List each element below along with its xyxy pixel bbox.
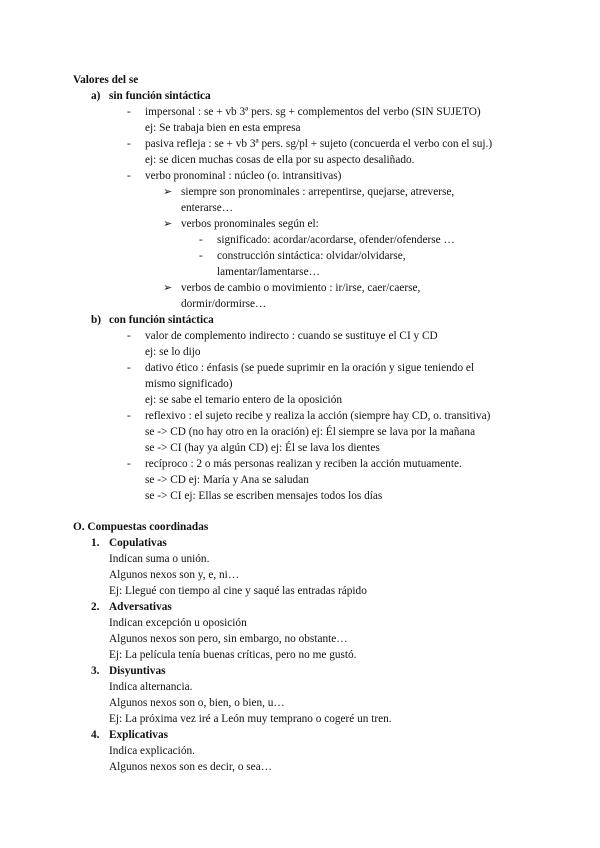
subsection-title: sin función sintáctica	[109, 90, 211, 102]
body-text: Algunos nexos son y, e, ni…	[109, 569, 240, 581]
subsection-title: Disyuntivas	[109, 665, 166, 677]
subsection-title: con función sintáctica	[109, 314, 214, 326]
list-item: valor de complemento indirecto : cuando se sustituye el CI y CD	[145, 330, 438, 342]
list-marker: a)	[91, 90, 101, 102]
body-text: Indica explicación.	[109, 745, 195, 757]
example-text: se -> CI (hay ya algún CD) ej: Él se lava los dientes	[145, 442, 380, 454]
example-text: ej: Se trabaja bien en esta empresa	[145, 122, 301, 134]
list-item: recíproco : 2 o más personas realizan y reciben la acción mutuamente.	[145, 458, 462, 470]
list-item: verbo pronominal : núcleo (o. intransitivas)	[145, 170, 342, 182]
arrow-bullet-icon: ➢	[163, 186, 173, 198]
list-item: construcción sintáctica: olvidar/olvidarse,	[217, 250, 406, 262]
list-item-continuation: mismo significado)	[145, 378, 233, 390]
list-item: pasiva refleja : se + vb 3ª pers. sg/pl + sujeto (concuerda el verbo con el suj.)	[145, 138, 493, 150]
example-text: Ej: Llegué con tiempo al cine y saqué las entradas rápido	[109, 585, 367, 597]
example-text: ej: se lo dijo	[145, 346, 201, 358]
dash-bullet: -	[199, 234, 203, 246]
list-number: 2.	[91, 601, 100, 613]
list-number: 3.	[91, 665, 100, 677]
example-text: Ej: La película tenía buenas críticas, pero no me gustó.	[109, 649, 357, 661]
body-text: Indica alternancia.	[109, 681, 193, 693]
dash-bullet: -	[127, 458, 131, 470]
list-item: verbos de cambio o movimiento : ir/irse, caer/caerse,	[181, 282, 421, 294]
list-number: 4.	[91, 729, 100, 741]
subsection-title: Explicativas	[109, 729, 168, 741]
list-item-continuation: enterarse…	[181, 202, 234, 214]
example-text: Ej: La próxima vez iré a León muy temprano o cogeré un tren.	[109, 713, 392, 725]
list-item: siempre son pronominales : arrepentirse, quejarse, atreverse,	[181, 186, 455, 198]
list-item-continuation: dormir/dormirse…	[181, 298, 267, 310]
dash-bullet: -	[127, 410, 131, 422]
dash-bullet: -	[127, 138, 131, 150]
section-title: Valores del se	[73, 74, 139, 86]
example-text: se -> CI ej: Ellas se escriben mensajes todos los días	[145, 490, 383, 502]
section-title: O. Compuestas coordinadas	[73, 521, 209, 533]
example-text: ej: se sabe el temario entero de la oposición	[145, 394, 342, 406]
subsection-title: Copulativas	[109, 537, 167, 549]
list-item: significado: acordar/acordarse, ofender/ofenderse …	[217, 234, 455, 246]
list-item: dativo ético : énfasis (se puede suprimir en la oración y sigue teniendo el	[145, 362, 475, 374]
dash-bullet: -	[127, 362, 131, 374]
dash-bullet: -	[127, 170, 131, 182]
arrow-bullet-icon: ➢	[163, 218, 173, 230]
example-text: ej: se dicen muchas cosas de ella por su aspecto desaliñado.	[145, 154, 415, 166]
body-text: Algunos nexos son pero, sin embargo, no obstante…	[109, 633, 348, 645]
body-text: Algunos nexos son o, bien, o bien, u…	[109, 697, 285, 709]
dash-bullet: -	[199, 250, 203, 262]
body-text: Indican suma o unión.	[109, 553, 210, 565]
dash-bullet: -	[127, 330, 131, 342]
example-text: se -> CD (no hay otro en la oración) ej: Él siempre se lava por la mañana	[145, 426, 476, 438]
list-item: verbos pronominales según el:	[181, 218, 319, 230]
subsection-title: Adversativas	[109, 601, 172, 613]
list-item: reflexivo : el sujeto recibe y realiza la acción (siempre hay CD, o. transitiva)	[145, 410, 491, 422]
body-text: Algunos nexos son es decir, o sea…	[109, 761, 273, 773]
arrow-bullet-icon: ➢	[163, 282, 173, 294]
list-item: impersonal : se + vb 3ª pers. sg + complementos del verbo (SIN SUJETO)	[145, 106, 481, 118]
list-marker: b)	[91, 314, 102, 326]
list-number: 1.	[91, 537, 100, 549]
body-text: Indican excepción u oposición	[109, 617, 247, 629]
list-item-continuation: lamentar/lamentarse…	[217, 266, 320, 278]
dash-bullet: -	[127, 106, 131, 118]
example-text: se -> CD ej: María y Ana se saludan	[145, 474, 309, 486]
